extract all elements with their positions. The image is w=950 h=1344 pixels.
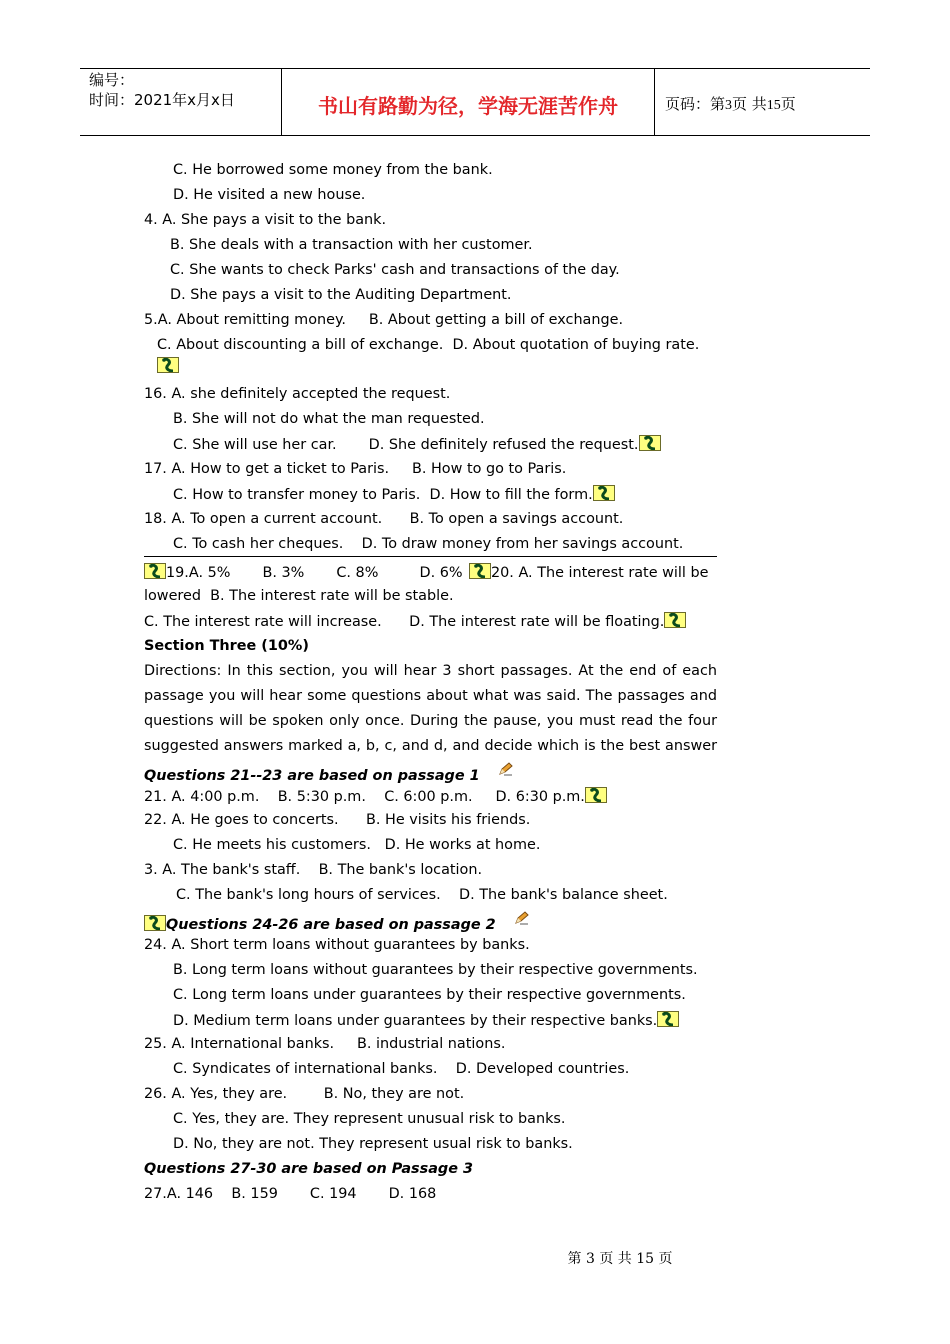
answer-option-line: C. To cash her cheques. D. To draw money from her savings account. bbox=[173, 536, 684, 552]
header-divider bbox=[654, 68, 655, 136]
question-line: 3. A. The bank's staff. B. The bank's location. bbox=[144, 862, 483, 878]
page-total: 15 bbox=[766, 98, 781, 113]
question-line: 27.A. 146 B. 159 C. 194 D. 168 bbox=[144, 1186, 437, 1202]
answer-option-line: B. She will not do what the man requested. bbox=[173, 411, 485, 427]
answer-option-line: B. She deals with a transaction with her customer. bbox=[170, 237, 533, 253]
page-mid: 页 共 bbox=[732, 95, 767, 113]
directions-line: Directions: In this section, you will hear 3 short passages. At the end of each bbox=[144, 663, 717, 679]
header-top-rule bbox=[80, 68, 870, 69]
footer-mid: 页 共 bbox=[599, 1251, 632, 1267]
answer-option-line: C. Yes, they are. They represent unusual risk to banks. bbox=[173, 1111, 566, 1127]
header-bottom-rule bbox=[80, 135, 870, 136]
answer-option-line: C. He meets his customers. D. He works at home. bbox=[173, 837, 541, 853]
question-line: 26. A. Yes, they are. B. No, they are not. bbox=[144, 1086, 465, 1102]
question-text: 20. A. The interest rate will be bbox=[491, 565, 709, 581]
passage-heading bbox=[144, 911, 530, 934]
audio-speaker-icon[interactable] bbox=[639, 435, 661, 451]
date-label: 时间：2021年x月x日 bbox=[89, 91, 235, 109]
answer-option-text: C. The interest rate will increase. D. The interest rate will be floating. bbox=[144, 614, 665, 630]
question-line bbox=[144, 563, 463, 582]
directions-line: questions will be spoken only once. During the pause, you must read the four bbox=[144, 713, 717, 729]
directions-line: suggested answers marked a, b, c, and d, and decide which is the best answer bbox=[144, 738, 717, 754]
question-line: 4. A. She pays a visit to the bank. bbox=[144, 212, 387, 228]
passage-heading bbox=[144, 762, 514, 785]
question-line: 5.A. About remitting money. B. About getting a bill of exchange. bbox=[144, 312, 624, 328]
pencil-note-icon[interactable] bbox=[514, 911, 530, 925]
audio-speaker-icon[interactable] bbox=[144, 563, 166, 579]
audio-speaker-icon[interactable] bbox=[157, 357, 179, 373]
answer-option-line bbox=[144, 612, 686, 631]
footer-total: 15 bbox=[636, 1251, 655, 1267]
question-line: 18. A. To open a current account. B. To open a savings account. bbox=[144, 511, 624, 527]
question-line bbox=[469, 563, 708, 582]
passage-heading: Questions 27-30 are based on Passage 3 bbox=[144, 1161, 473, 1177]
question-text: 21. A. 4:00 p.m. B. 5:30 p.m. C. 6:00 p.m. D. 6:30 p.m. bbox=[144, 789, 585, 805]
answer-option-line bbox=[173, 1011, 679, 1030]
answer-option-text: C. How to transfer money to Paris. D. How to fill the form. bbox=[173, 487, 593, 503]
question-line: 24. A. Short term loans without guarantees by banks. bbox=[144, 937, 530, 953]
audio-speaker-icon[interactable] bbox=[144, 915, 166, 931]
audio-speaker-icon[interactable] bbox=[593, 485, 615, 501]
footer-suffix: 页 bbox=[658, 1251, 673, 1267]
answer-option-line: C. Syndicates of international banks. D. Developed countries. bbox=[173, 1061, 630, 1077]
audio-speaker-icon[interactable] bbox=[469, 563, 491, 579]
answer-option-line: D. No, they are not. They represent usual risk to banks. bbox=[173, 1136, 573, 1152]
question-line bbox=[144, 787, 607, 806]
horizontal-rule bbox=[144, 556, 717, 557]
answer-option-line: D. She pays a visit to the Auditing Department. bbox=[170, 287, 512, 303]
answer-option-line: C. The bank's long hours of services. D. The bank's balance sheet. bbox=[176, 887, 668, 903]
pencil-note-icon[interactable] bbox=[498, 762, 514, 776]
answer-option-line: lowered B. The interest rate will be stable. bbox=[144, 588, 454, 604]
answer-option-line: D. He visited a new house. bbox=[173, 187, 366, 203]
section-heading: Section Three (10%) bbox=[144, 638, 309, 654]
audio-speaker-icon[interactable] bbox=[585, 787, 607, 803]
question-line: 22. A. He goes to concerts. B. He visits his friends. bbox=[144, 812, 531, 828]
answer-option-line: B. Long term loans without guarantees by their respective governments. bbox=[173, 962, 698, 978]
audio-speaker-icon[interactable] bbox=[657, 1011, 679, 1027]
answer-option-text: D. Medium term loans under guarantees by their respective banks. bbox=[173, 1013, 658, 1029]
page-prefix: 页码：第 bbox=[665, 95, 726, 113]
page-current: 3 bbox=[725, 98, 733, 113]
answer-option-line bbox=[173, 485, 615, 504]
passage-heading-text: Questions 21--23 are based on passage 1 bbox=[144, 768, 480, 784]
question-line: 25. A. International banks. B. industrial nations. bbox=[144, 1036, 506, 1052]
directions-line: passage you will hear some questions about what was said. The passages and bbox=[144, 688, 717, 704]
audio-speaker-icon[interactable] bbox=[664, 612, 686, 628]
question-line: 16. A. she definitely accepted the request. bbox=[144, 386, 451, 402]
answer-option-line bbox=[173, 435, 661, 454]
passage-heading-text: Questions 24-26 are based on passage 2 bbox=[166, 917, 496, 933]
answer-option-line: C. She wants to check Parks' cash and transactions of the day. bbox=[170, 262, 620, 278]
answer-option-line: C. About discounting a bill of exchange. D. About quotation of buying rate. bbox=[157, 337, 700, 353]
header-motto: 书山有路勤为径，学海无涯苦作舟 bbox=[318, 94, 618, 118]
answer-option-text: C. She will use her car. D. She definitely refused the request. bbox=[173, 437, 639, 453]
serial-label: 编号： bbox=[89, 71, 135, 89]
page-suffix: 页 bbox=[780, 95, 796, 113]
footer-prefix: 第 bbox=[567, 1251, 582, 1267]
answer-option-line: C. He borrowed some money from the bank. bbox=[173, 162, 493, 178]
answer-option-line: C. Long term loans under guarantees by their respective governments. bbox=[173, 987, 686, 1003]
question-text: 19.A. 5% B. 3% C. 8% D. 6% bbox=[166, 565, 463, 581]
question-line: 17. A. How to get a ticket to Paris. B. How to go to Paris. bbox=[144, 461, 567, 477]
footer-current: 3 bbox=[585, 1251, 595, 1267]
header-page-info bbox=[665, 93, 796, 114]
page-footer bbox=[0, 1248, 950, 1268]
header-left-cell bbox=[89, 70, 235, 110]
